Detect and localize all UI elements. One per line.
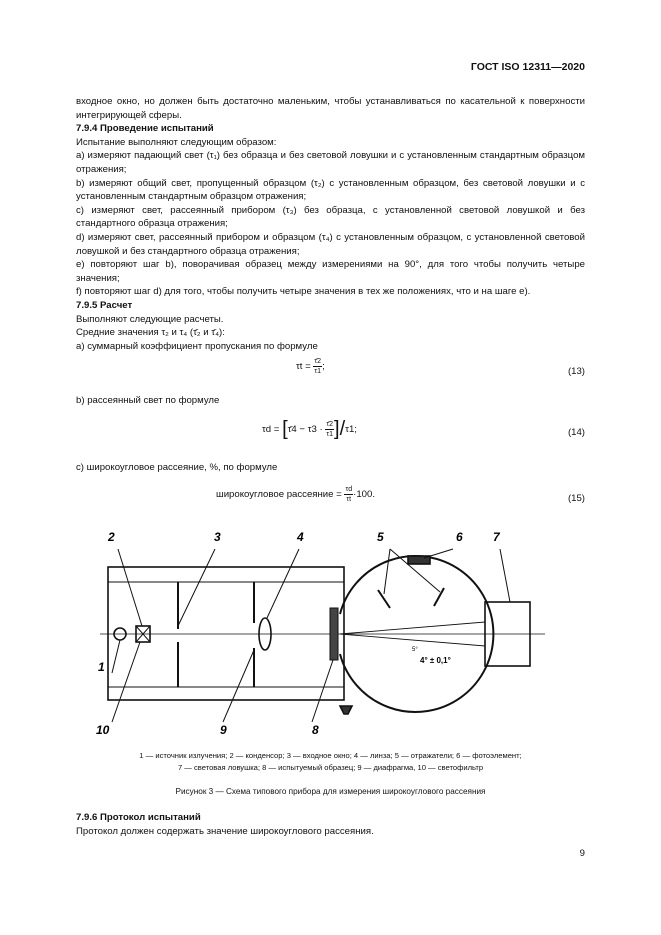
figure-legend-line-1: 1 — источник излучения; 2 — конденсор; 3 — входное окно; 4 — линза; 5 — отражатели; 6 — фотоэлемент; (139, 751, 522, 760)
eq14-lhs: τd = (262, 424, 280, 436)
section-7-9-4-lead: Испытание выполняют следующим образом: (76, 136, 277, 148)
test-sample-shape (330, 608, 338, 660)
eq14-right-bracket: ] (334, 418, 340, 440)
instrument-diagram (90, 526, 560, 741)
eq15-lhs: широкоугловое рассеяние = (216, 489, 342, 501)
equation-13 (296, 357, 325, 376)
section-7-9-5-title: 7.9.5 Расчет (76, 299, 133, 311)
page-number: 9 (579, 848, 585, 859)
section-7-9-5-lead: Выполняют следующие расчеты. (76, 313, 224, 325)
eq14-left-bracket: [ (282, 418, 288, 440)
means-line: Средние значения τ₂ и τ₄ (τ̄₂ и τ̄₄): (76, 327, 225, 339)
eq14-denominator: τ1 (326, 431, 334, 438)
figure-label-5: 5 (377, 530, 384, 544)
section-7-9-6-title: 7.9.6 Протокол испытаний (76, 812, 201, 823)
eq13-numerator: τ̄2 (314, 358, 322, 365)
figure-legend-line-2: 7 — световая ловушка; 8 — испытуемый образец; 9 — диафрагма, 10 — светофильтр (177, 763, 484, 772)
small-angle-label: 5° (412, 647, 418, 653)
eq14-body: τ̄4 − τ3 · (287, 424, 323, 436)
figure-label-10: 10 (96, 723, 110, 737)
intro-paragraph: входное окно, но должен быть достаточно маленьким, чтобы устанавливаться по касательной к поверхности интегрирующей сферы. (76, 96, 585, 121)
formula-b-intro: b) рассеянный свет по формуле (76, 395, 220, 406)
eq14-numerator: τ̄2 (326, 421, 334, 428)
formula-c-intro-block (76, 461, 585, 475)
figure-label-7: 7 (493, 530, 500, 544)
figure-caption: Рисунок 3 — Схема типового прибора для измерения широкоуглового рассеяния (175, 787, 486, 796)
eq13-fraction (313, 357, 322, 376)
equation-14 (262, 418, 357, 441)
eq14-tail: τ1; (345, 424, 357, 436)
section-7-9-4-title: 7.9.4 Проведение испытаний (76, 123, 214, 135)
figure-label-4: 4 (297, 530, 304, 544)
step-a: а) измеряют падающий свет (τ₁) без образца и без световой ловушки и с установленным стандартным образцом отражения; (76, 150, 585, 175)
equation-15-number: (15) (567, 493, 585, 504)
formula-c-intro: с) широкоугловое рассеяние, %, по формуле (76, 462, 278, 473)
section-7-9-6-text: Протокол должен содержать значение широкоуглового рассеяния. (76, 825, 374, 837)
figure-label-8: 8 (312, 723, 319, 737)
angle-label: 4° ± 0,1° (420, 656, 451, 665)
eq13-lhs: τt = (296, 361, 311, 373)
step-b: b) измеряют общий свет, пропущенный образцом (τ₂) с установленным образцом, без световой ловушки и с установленным стандартным образцом отражения; (76, 177, 585, 203)
figure-label-3: 3 (214, 530, 221, 544)
equation-15 (216, 485, 375, 504)
eq14-fraction (325, 420, 334, 439)
eq15-denominator: τt (346, 496, 352, 503)
step-c: с) измеряют свет, рассеянный прибором (τ₃) без образца, с установленной световой ловушкой и без стандартного образца отражения; (76, 204, 585, 230)
step-e: e) повторяют шаг b), поворачивая образец между измерениями на 90°, для того чтобы получить четыре значения; (76, 259, 585, 284)
figure-label-9: 9 (220, 723, 227, 737)
figure-legend (76, 750, 585, 774)
formula-a-intro: а) суммарный коэффициент пропускания по формуле (76, 340, 318, 352)
document-header: ГОСТ ISO 12311—2020 (470, 61, 585, 73)
eq15-numerator: τd (345, 486, 353, 493)
equation-14-number: (14) (567, 427, 585, 438)
body-text-block (76, 95, 585, 353)
eq15-fraction (344, 485, 353, 504)
step-f: f) повторяют шаг d) для того, чтобы получить четыре значения в тех же положениях, что и на шаге е). (76, 286, 531, 298)
section-7-9-6 (76, 811, 585, 838)
eq13-tail: ; (322, 361, 325, 373)
figure-label-6: 6 (456, 530, 463, 544)
figure-label-1: 1 (98, 660, 105, 674)
step-d: d) измеряют свет, рассеянный прибором и образцом (τ₄) с установленным образцом, с установленной световой ловушкой и без стандартного образца отражения; (76, 231, 585, 257)
formula-b-intro-block (76, 394, 585, 408)
figure-label-2: 2 (108, 530, 115, 544)
eq15-tail: ·100. (353, 489, 375, 501)
equation-13-number: (13) (567, 366, 585, 377)
eq14-slash: / (339, 418, 346, 440)
eq13-denominator: τ1 (314, 368, 322, 375)
